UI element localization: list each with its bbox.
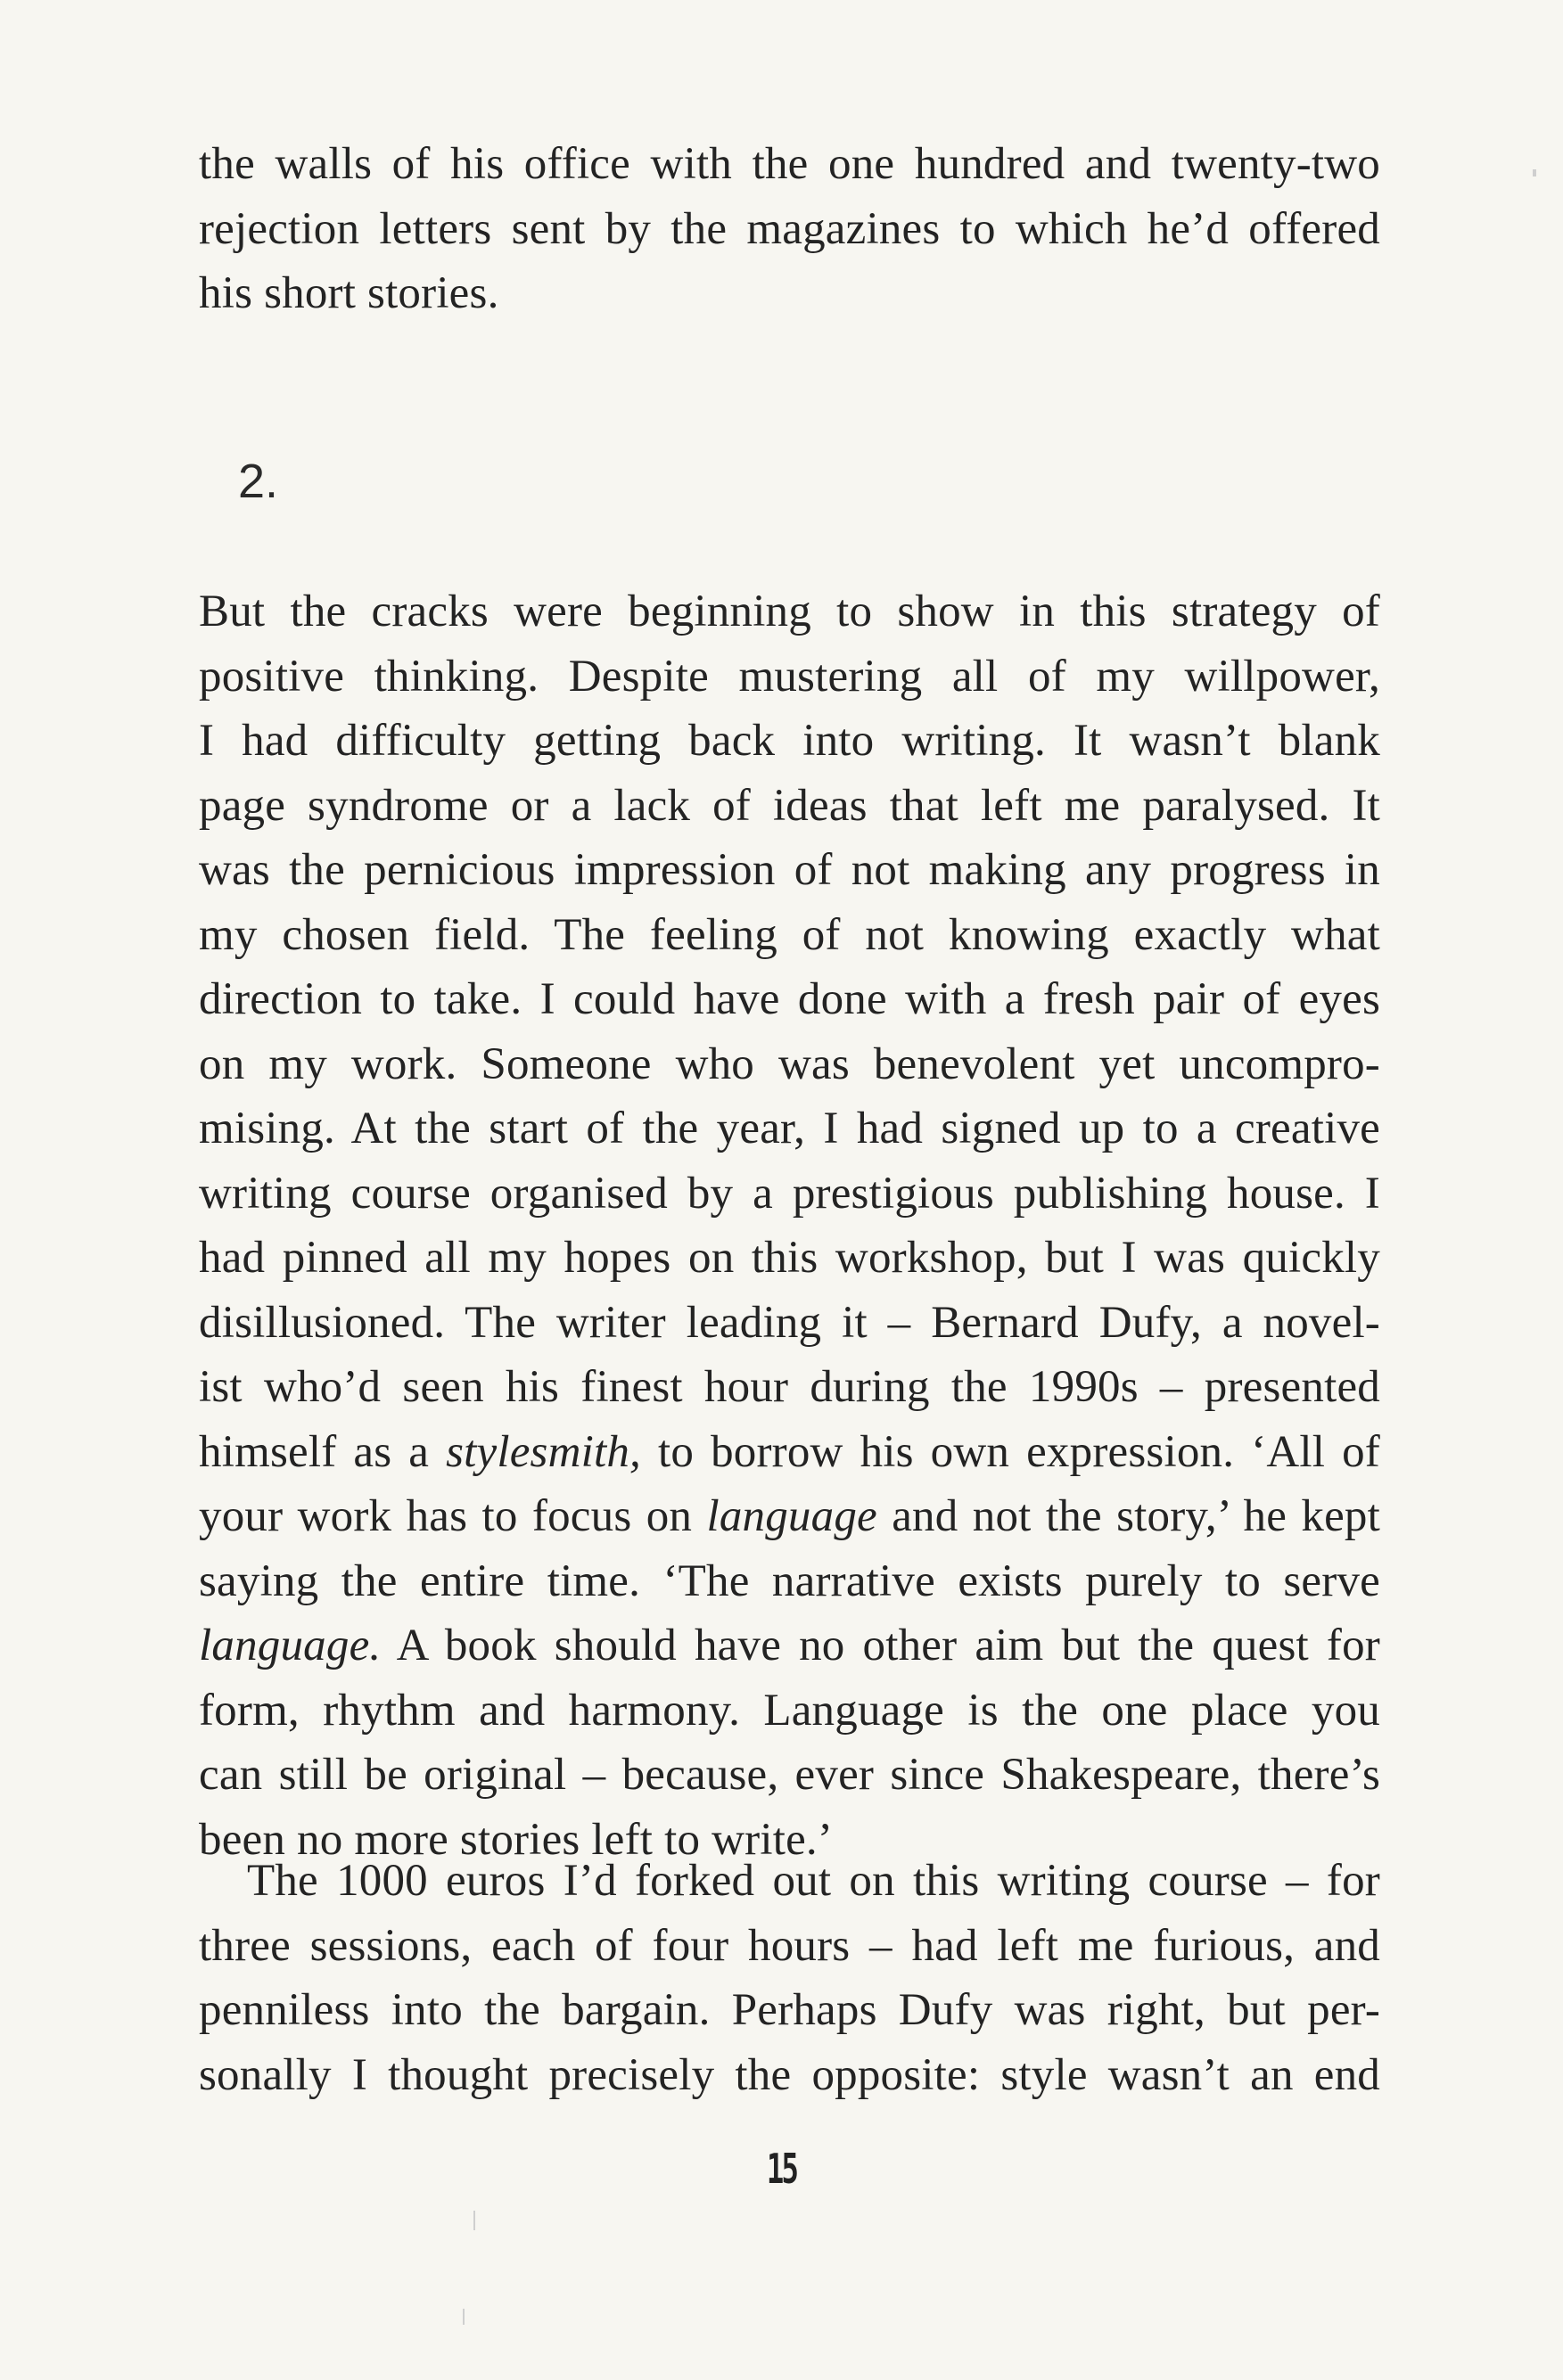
intro-paragraph	[199, 132, 1380, 326]
page-number: 15	[766, 2145, 797, 2193]
text-segment: sonally I thought precisely the opposite: style wasn’t an end	[199, 2049, 1380, 2100]
italic-text: language.	[199, 1621, 382, 1670]
text-line	[199, 1484, 1380, 1549]
text-line	[199, 644, 1380, 710]
text-segment: form, rhythm and harmony. Language is the one place you	[199, 1685, 1380, 1736]
text-line	[199, 1549, 1380, 1614]
text-line	[199, 1678, 1380, 1744]
text-segment: A book should have no other aim but the quest for	[381, 1621, 1380, 1670]
text-line	[199, 1291, 1380, 1356]
scan-mark	[1533, 169, 1536, 176]
text-segment: can still be original – because, ever since Shakespeare, there’s	[199, 1750, 1380, 1800]
text-line	[199, 903, 1380, 968]
text-line	[199, 1613, 1380, 1678]
text-line	[199, 1849, 1380, 1914]
text-segment: and not the story,’ he kept	[876, 1491, 1380, 1541]
text-line	[199, 1914, 1380, 1979]
text-segment: rejection letters sent by the magazines to which he’d offered	[199, 203, 1380, 254]
scan-mark	[463, 2309, 465, 2325]
text-segment: his short stories.	[199, 268, 499, 318]
section-number: 2.	[238, 455, 279, 508]
text-line	[199, 709, 1380, 774]
text-segment: your work has to focus on	[199, 1491, 707, 1541]
text-line	[199, 1096, 1380, 1161]
text-segment: writing course organised by a prestigious publishing house. I	[199, 1168, 1380, 1219]
scan-mark	[473, 2211, 475, 2230]
text-segment: three sessions, each of four hours – had left me furious, and	[199, 1920, 1380, 1971]
text-segment: penniless into the bargain. Perhaps Dufy was right, but per-	[199, 1985, 1380, 2035]
body-paragraph-1	[199, 579, 1380, 1872]
text-segment: to borrow his own expression. ‘All of	[641, 1426, 1380, 1477]
text-segment: The 1000 euros I’d forked out on this writing course – for	[247, 1856, 1380, 1906]
text-segment: my chosen field. The feeling of not knowing exactly what	[199, 909, 1380, 960]
text-line	[199, 838, 1380, 903]
text-line	[199, 774, 1380, 839]
text-segment: himself as a	[199, 1426, 447, 1477]
text-line	[199, 2043, 1380, 2108]
text-segment: had pinned all my hopes on this workshop, but I was quickly	[199, 1233, 1380, 1283]
text-segment: on my work. Someone who was benevolent yet uncompro-	[199, 1038, 1380, 1089]
body-paragraph-2	[199, 1849, 1380, 2107]
text-line	[199, 1355, 1380, 1420]
text-line	[199, 261, 1380, 326]
text-segment: mising. At the start of the year, I had signed up to a creative	[199, 1104, 1380, 1153]
text-line	[199, 1978, 1380, 2043]
text-segment: ist who’d seen his finest hour during the 1990s – presented	[199, 1362, 1380, 1412]
text-line	[199, 1226, 1380, 1291]
text-segment: saying the entire time. ‘The narrative exists purely to serve	[199, 1555, 1380, 1606]
text-segment: disillusioned. The writer leading it – Bernard Dufy, a novel-	[199, 1297, 1380, 1348]
text-segment: But the cracks were beginning to show in this strategy of	[199, 587, 1380, 636]
italic-text: stylesmith,	[446, 1426, 642, 1477]
text-line	[199, 197, 1380, 262]
text-line	[199, 579, 1380, 644]
text-line	[199, 1420, 1380, 1485]
text-segment: been no more stories left to write.’	[199, 1814, 834, 1865]
text-segment: was the pernicious impression of not making any progress in	[199, 845, 1380, 895]
text-segment: I had difficulty getting back into writing. It wasn’t blank	[199, 716, 1380, 766]
text-segment: positive thinking. Despite mustering all of my willpower,	[199, 651, 1380, 702]
text-line	[199, 1743, 1380, 1808]
text-line	[199, 967, 1380, 1032]
text-line	[199, 1032, 1380, 1097]
text-line	[199, 1161, 1380, 1227]
text-segment: the walls of his office with the one hundred and twenty-two	[199, 139, 1380, 189]
text-segment: page syndrome or a lack of ideas that left me paralysed. It	[199, 780, 1380, 831]
italic-text: language	[706, 1491, 877, 1541]
text-line	[199, 132, 1380, 197]
text-segment: direction to take. I could have done with a fresh pair of eyes	[199, 974, 1380, 1024]
